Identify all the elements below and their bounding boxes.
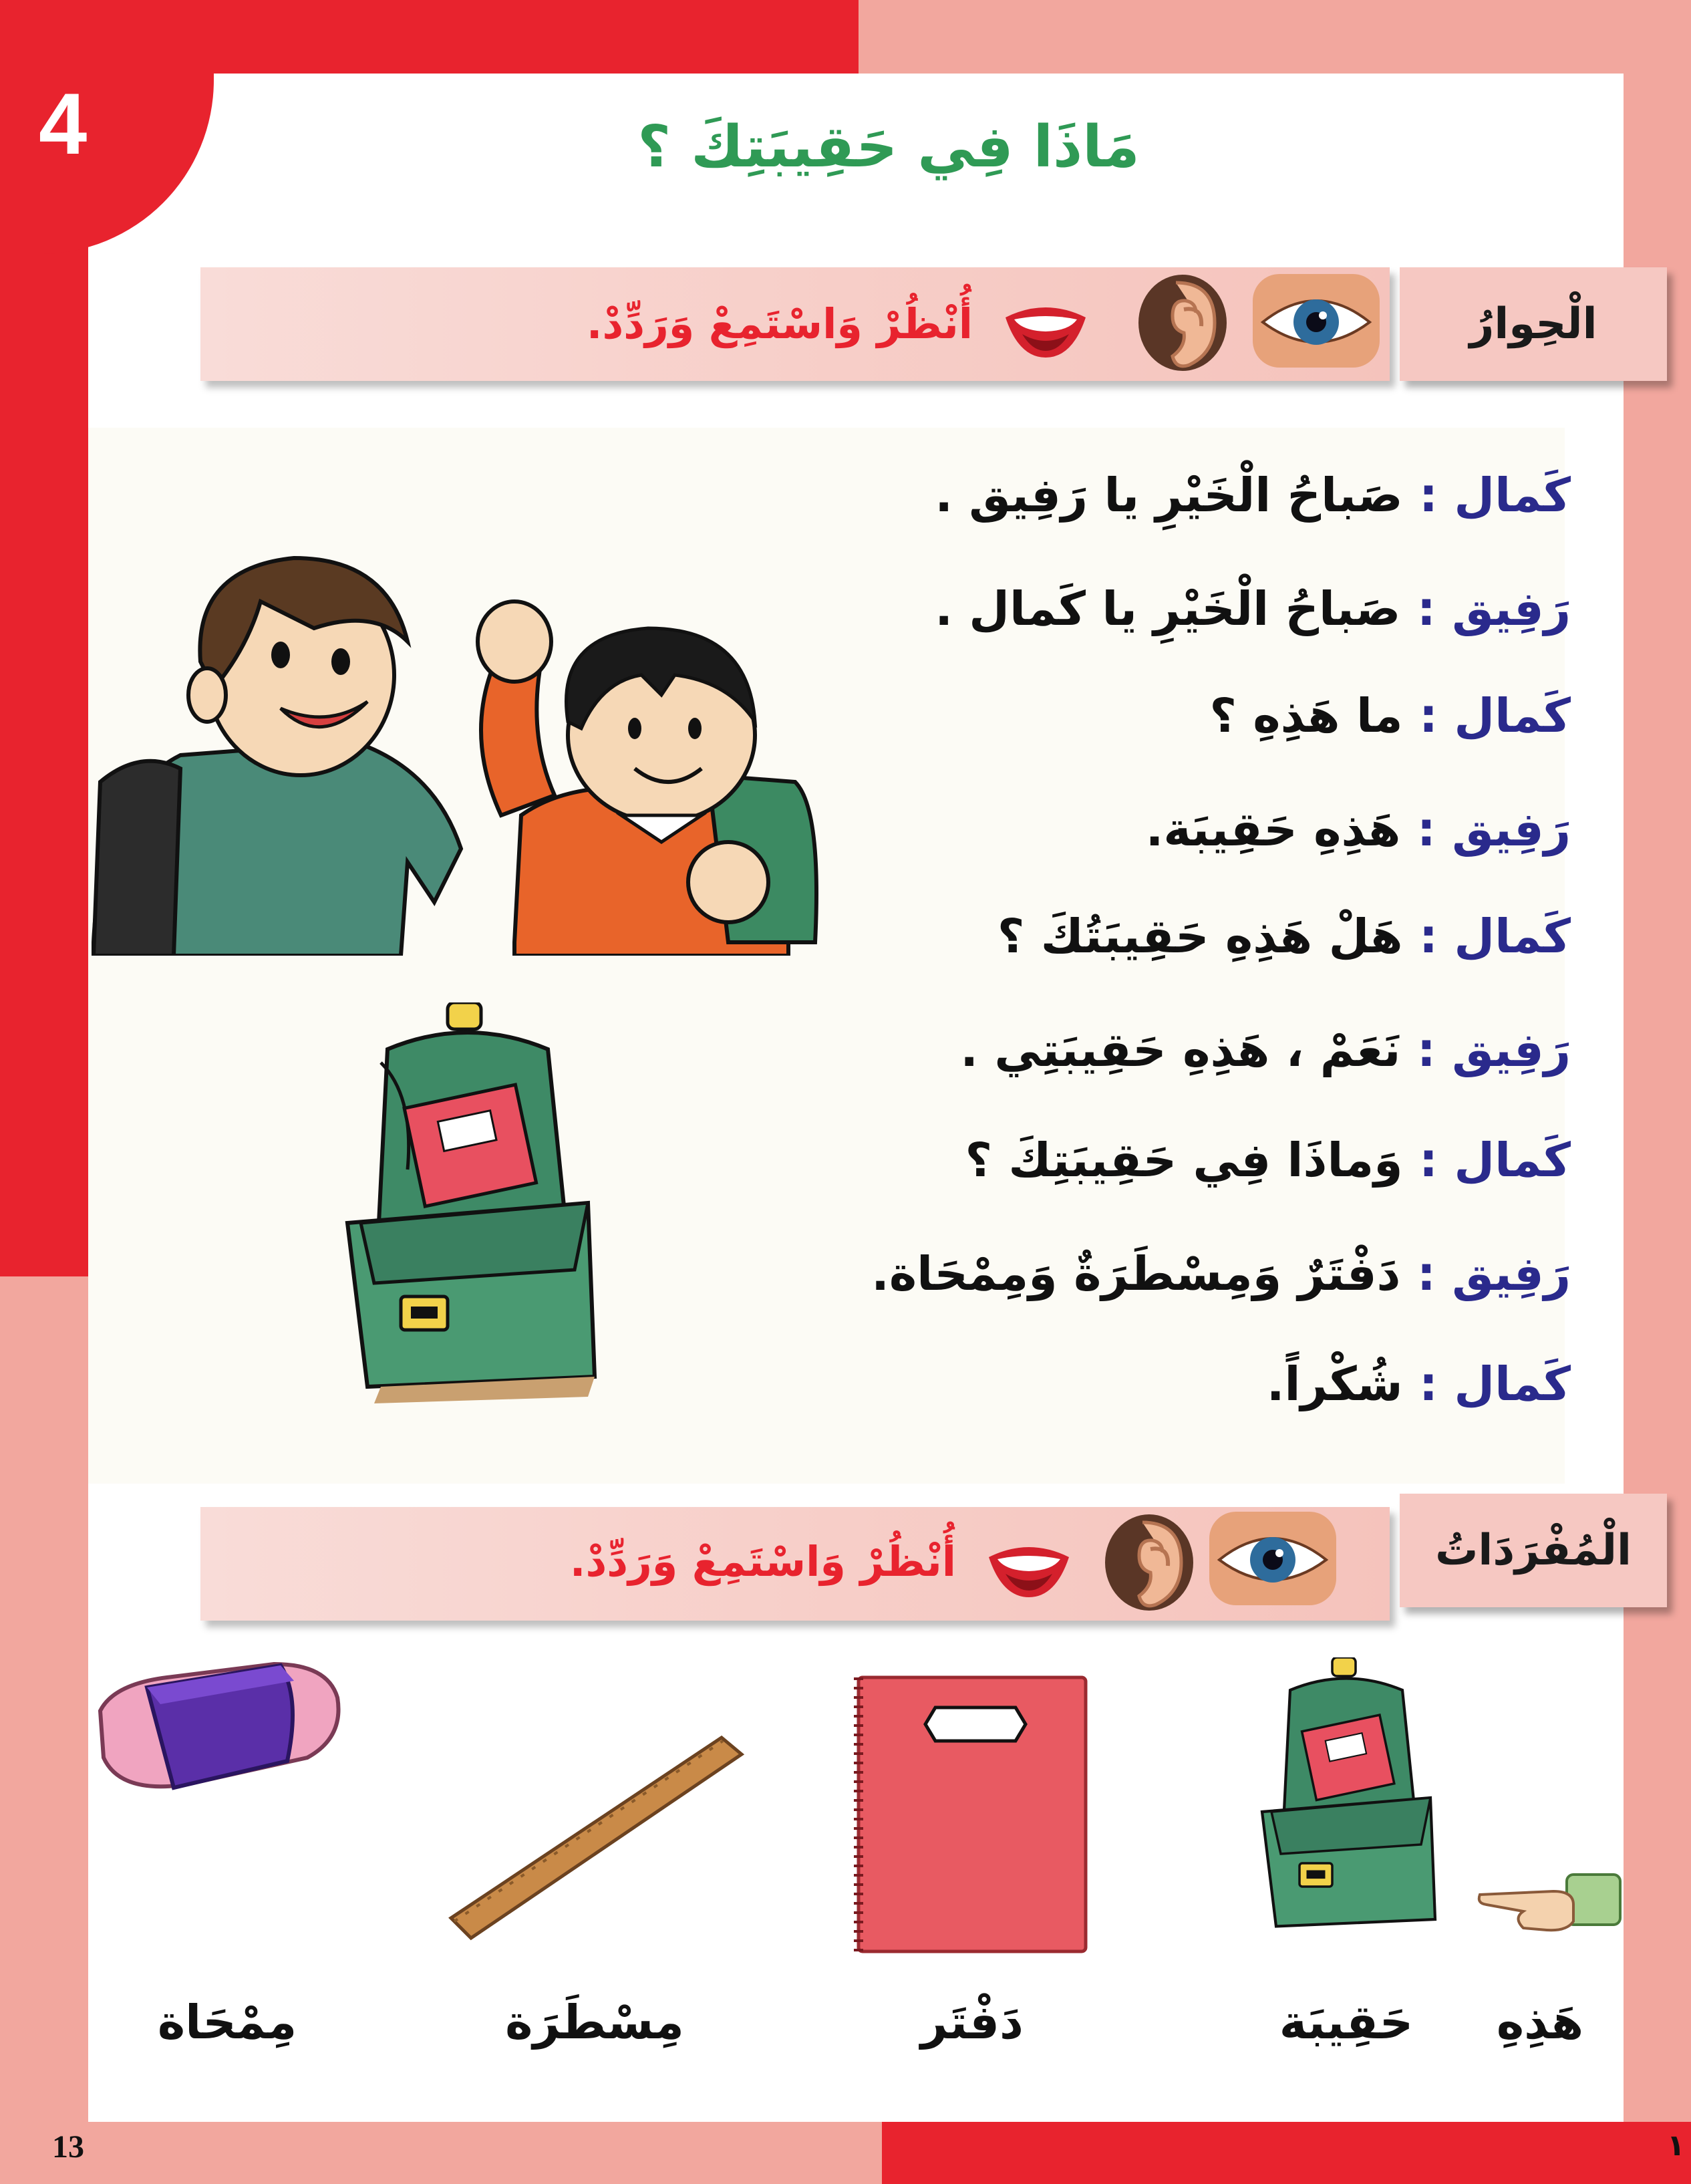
speaker-name: كَمال: [1454, 468, 1571, 523]
utterance: شُكْراً.: [1266, 1357, 1403, 1411]
utterance: نَعَمْ ، هَذِهِ حَقِيبَتِي .: [960, 1022, 1401, 1077]
speaker-name: رَفِيق: [1452, 1246, 1571, 1301]
backpack-illustration: [334, 1002, 601, 1406]
page-number-right: ١: [1667, 2129, 1685, 2163]
mouth-icon: [1002, 294, 1089, 364]
page-number-left: 13: [52, 2129, 84, 2165]
vocab-word-ruler: مِسْطَرَة: [505, 1995, 684, 2050]
speaker-name: رَفِيق: [1452, 581, 1571, 636]
eye-icon: [1209, 1512, 1336, 1608]
vocabulary-instruction: أُنْظُرْ وَاسْتَمِعْ وَرَدِّدْ.: [569, 1537, 956, 1586]
speaker-name: كَمال: [1454, 1133, 1571, 1188]
frame-left-red: [0, 74, 88, 1276]
ruler-illustration: [441, 1724, 748, 1947]
speaker-name: كَمال: [1454, 688, 1571, 743]
eye-icon: [1253, 274, 1380, 370]
speaker-name: رَفِيق: [1452, 1022, 1571, 1077]
dialogue-line: كَمال : وَماذَا فِي حَقِيبَتِكَ ؟: [965, 1133, 1571, 1188]
utterance: وَماذَا فِي حَقِيبَتِكَ ؟: [965, 1133, 1403, 1188]
ear-icon: [1102, 1512, 1196, 1615]
dialogue-line: كَمال : ما هَذِهِ ؟: [1209, 688, 1571, 743]
speaker-name: رَفِيق: [1452, 802, 1571, 857]
dialogue-line: رَفِيق : صَباحُ الْخَيْرِ يا كَمال .: [935, 581, 1571, 636]
two-boys-illustration: [87, 528, 828, 958]
utterance: دَفْتَرٌ وَمِسْطَرَةٌ وَمِمْحَاة.: [871, 1246, 1401, 1301]
vocab-word-bag: حَقِيبَة: [1279, 1995, 1414, 2050]
lesson-title: مَاذَا فِي حَقِيبَتِكَ ؟: [637, 114, 1140, 180]
ear-icon: [1136, 273, 1229, 376]
mouth-icon: [985, 1534, 1072, 1603]
speaker-name: كَمال: [1454, 1357, 1571, 1411]
dialogue-line: رَفِيق : دَفْتَرٌ وَمِسْطَرَةٌ وَمِمْحَاة.: [871, 1246, 1571, 1301]
dialogue-line: كَمال : شُكْراً.: [1266, 1357, 1571, 1411]
dialogue-line: رَفِيق : نَعَمْ ، هَذِهِ حَقِيبَتِي .: [960, 1022, 1571, 1077]
notebook-illustration: [849, 1674, 1089, 1957]
pointing-hand-icon: [1473, 1865, 1627, 1941]
lesson-number: 4: [39, 75, 88, 172]
dialogue-line: كَمال : صَباحُ الْخَيْرِ يا رَفِيق .: [935, 468, 1571, 523]
frame-bottom-left: [0, 2122, 882, 2184]
utterance: هَذِهِ حَقِيبَة.: [1145, 802, 1401, 857]
bag-illustration: [1243, 1657, 1450, 1941]
utterance: ما هَذِهِ ؟: [1209, 688, 1403, 743]
utterance: صَباحُ الْخَيْرِ يا كَمال .: [935, 581, 1401, 636]
utterance: صَباحُ الْخَيْرِ يا رَفِيق .: [935, 468, 1403, 523]
frame-right: [1624, 74, 1691, 2184]
vocab-word-eraser: مِمْحَاة: [157, 1995, 297, 2050]
dialogue-line: رَفِيق : هَذِهِ حَقِيبَة.: [1145, 802, 1571, 857]
frame-bottom-right: [882, 2122, 1691, 2184]
frame-top-right: [859, 0, 1691, 74]
dialogue-line: كَمال : هَلْ هَذِهِ حَقِيبَتُكَ ؟: [997, 909, 1571, 964]
eraser-illustration: [87, 1624, 354, 1827]
vocab-word-notebook: دَفْتَر: [921, 1995, 1024, 2050]
tab-dialogue[interactable]: الْحِوارُ: [1400, 267, 1667, 381]
vocab-word-this: هَذِهِ: [1496, 1995, 1584, 2050]
utterance: هَلْ هَذِهِ حَقِيبَتُكَ ؟: [997, 909, 1403, 964]
frame-left-pink: [0, 1276, 88, 2184]
speaker-name: كَمال: [1454, 909, 1571, 964]
tab-vocabulary[interactable]: الْمُفْرَدَاتُ: [1400, 1494, 1667, 1607]
dialogue-instruction: أُنْظُرْ وَاسْتَمِعْ وَرَدِّدْ.: [586, 299, 973, 348]
